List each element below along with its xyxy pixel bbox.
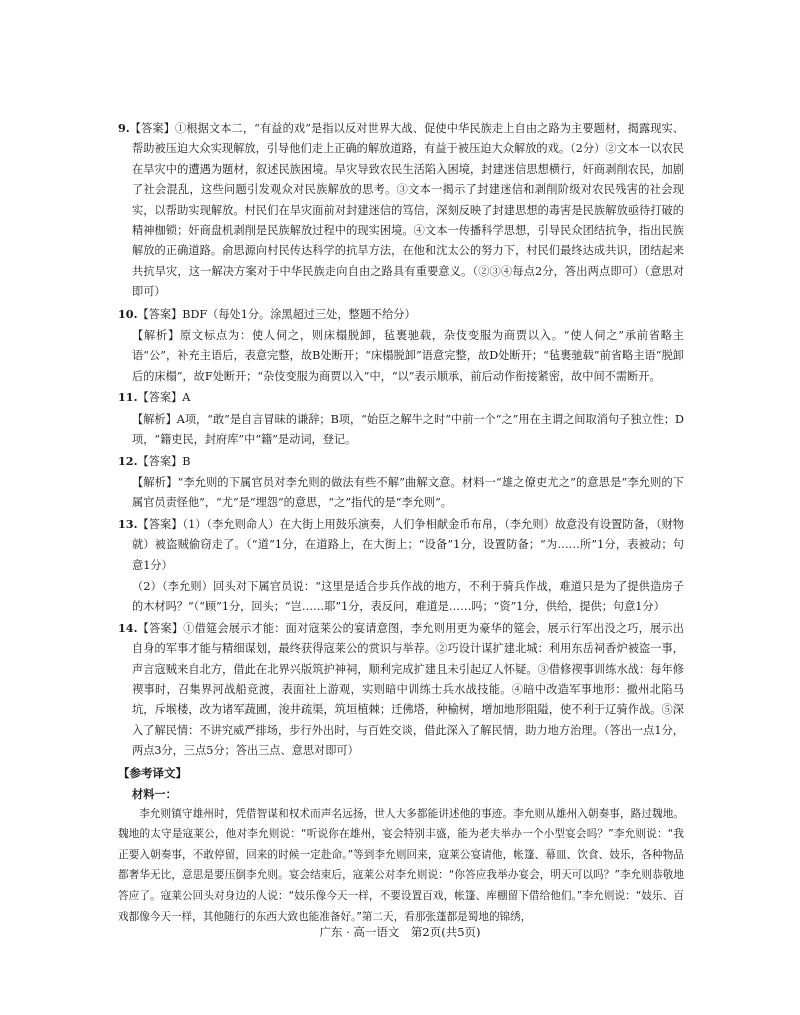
answer-14 <box>118 618 684 762</box>
answer-text: 【答案】B <box>137 454 191 468</box>
answer-9 <box>118 118 684 303</box>
answer-12 <box>118 451 684 472</box>
answer-text: 【答案】（1）（李允则命人）在大街上用鼓乐演奏，人们争相献金币布帛，（李允则）故意没有设置防备，（财物就）被盗贼偷窃走了。（“道”1分，在道路上，在大街上；“设备”1分，设置防备；“为……所”1分，表被动；句意1分） <box>132 517 684 572</box>
analysis-12: 【解析】“李允则的下属官员对李允则的做法有些不解”曲解文意。材料一“雄之僚吏尤之”的意思是“李允则的下属官员责怪他”，“尤”是“埋怨”的意思，“之”指代的是“李允则”。 <box>132 475 684 510</box>
answer-number: 12. <box>118 453 138 468</box>
answer-13-part2: （2）（李允则）回头对下属官员说：“这里是适合步兵作战的地方，不利于骑兵作战，难道只是为了提供造房子的木材吗？”（“顾”1分，回头；“岂……耶”1分，表反问，难道是……吗；“资”1分，供给，提供；句意1分） <box>132 579 684 614</box>
analysis-11: 【解析】A项，“敢”是自言冒昧的谦辞；B项，“始臣之解牛之时”中前一个“之”用在主谓之间取消句子独立性；D项，“籍吏民，封府库”中“籍”是动词，登记。 <box>132 412 684 447</box>
answer-number: 9. <box>118 121 130 135</box>
answer-text: 【答案】A <box>137 391 191 405</box>
translation-text: 李允则镇守雄州时，凭借智谋和权术而声名远扬，世人大多都能讲述他的事迹。李允则从雄州入朝奏事，路过魏地。魏地的太守是寇莱公，他对李允则说：“听说你在雄州，宴会特别丰盛，能为老夫举办一个小型宴会吗？”李允则说：“我正要入朝奏事，不敢停留，回来的时候一定赴命。”等到李允则回来，寇莱公宴请他，帐篷、幕皿、饮食、妓乐，各种物品都奢华无比，意思是要压倒李允则。宴会结束后，寇莱公对李允则说：“你答应我举办宴会，明天可以吗？”李允则恭敬地答应了。寇莱公回头对身边的人说：“妓乐像今天一样，不要设置百戏，帐篷、库棚留下借给他们。”李允则说：“妓乐、百戏都像今天一样，其他随行的东西大致也能准备好。”第二天，看那张蓬都是蜀地的锦绣， <box>118 807 684 923</box>
answer-10 <box>118 304 684 325</box>
page-footer: 广东 · 高一语文 第2页(共5页) <box>319 925 481 939</box>
answer-text: 【答案】①根据文本二，“有益的戏”是指以反对世界大战、促使中华民族走上自由之路为主要题材，揭露现实、帮助被压迫大众实现解放，引导他们走上正确的解放道路，有益于被压迫大众解放的戏。（2分）②文本一以农民在旱灾中的遭遇为题材，叙述民族困境。旱灾导致农民生活陷入困境，封建迷信思想横行，奸商剥削农民，加剧了社会混乱，这些问题引发观众对民族解放的思考。③文本一揭示了封建迷信和剥削阶级对农民残害的社会现实，以帮助实现解放。村民们在旱灾面前对封建迷信的笃信，深刻反映了封建思想的毒害是民族解放亟待打破的精神枷锁；奸商盘机剥削是民族解放过程中的现实困境。④文本一传播科学思想，引导民众团结抗争，指出民族解放的正确道路。俞思源向村民传达科学的抗旱方法，在他和沈太公的努力下，村民们最终达成共识，团结起来共抗旱灾，这一解决方案对于中华民族走向自由之路具有重要意义。（②③④每点2分，答出两点即可）（意思对即可） <box>129 122 684 299</box>
reference-translation-heading: 【参考译文】 <box>118 765 187 780</box>
analysis-10: 【解析】原文标点为：使人伺之，则床榻脱卸，毡裹驰载，杂伎变服为商贾以入。“使人伺之”承前省略主语“公”，补充主语后，表意完整，故B处断开；“床榻脱卸”语意完整，故D处断开；“毡裹驰载”前省略主语“脱卸后的床榻”，故F处断开；“杂伎变服为商贾以入”中，“以”表示顺承，前后动作衔接紧密，故中间不需断开。 <box>132 329 684 383</box>
answer-number: 14. <box>118 620 138 635</box>
answer-11 <box>118 387 684 408</box>
answer-text: 【答案】BDF（每处1分。涂黑超过三处，整题不给分） <box>137 307 416 321</box>
answer-13 <box>118 514 684 576</box>
answer-number: 13. <box>118 516 138 531</box>
answer-content <box>118 118 684 927</box>
answer-text: 【答案】①借筵会展示才能：面对寇莱公的宴请意图，李允则用更为豪华的筵会，展示行军出没之巧，展示出自身的军事才能与精细谋划，最终获得寇莱公的赏识与举荐。②巧设计谋扩建北城：利用东岳祠香炉被盗一事，声言寇贼来自北方，借此在北界兴版筑护神祠，顺利完成扩建且未引起辽人怀疑。③借修禊事训练水战：每年修禊事时，召集界河战船竞渡，表面社上游观，实则暗中训练士兵水战技能。④暗中改造军事地形：撤州北陷马坑，斥堠楼，改为诸军蔬圃，浚井疏渠，筑垣植棘；迁佛塔，种榆树，增加地形阻隘，使不利于辽骑作战。⑤深入了解民情：不讲究威严排场，步行外出时，与百姓交谈，借此深入了解民情，助力地方治理。（答出一点1分，两点3分，三点5分；答出三点、意思对即可） <box>132 621 684 758</box>
answer-number: 10. <box>118 306 138 321</box>
material-one-title: 材料一： <box>132 786 177 801</box>
answer-number: 11. <box>118 390 138 405</box>
